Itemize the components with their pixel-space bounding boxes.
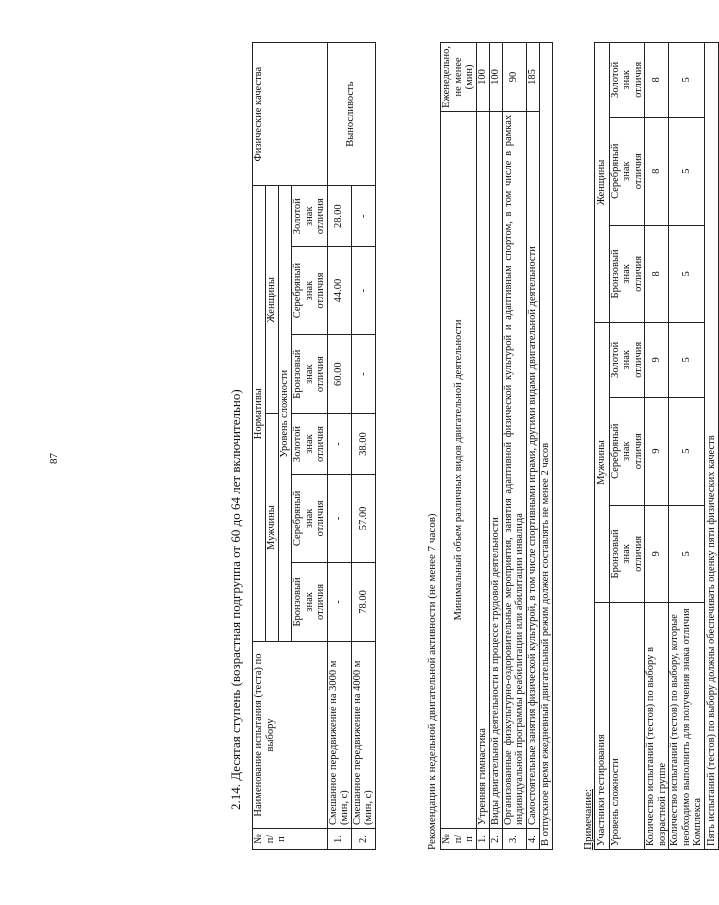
cell-value: 38.00 bbox=[351, 414, 375, 475]
cell-value: - bbox=[327, 474, 351, 562]
men-header: Мужчины bbox=[595, 323, 610, 603]
row-label: Количество испытаний (тестов) по выбору в возрастной группе bbox=[645, 603, 669, 850]
bronze-header: Бронзовый знак отличия bbox=[609, 505, 645, 602]
cell-value: 5 bbox=[669, 397, 705, 505]
section-title: 2.14. Десятая ступень (возрастная подгруппа от 60 до 64 лет включительно) bbox=[228, 389, 243, 810]
bronze-header: Бронзовый знак отличия bbox=[292, 562, 328, 641]
col-quality-header: Физические качества bbox=[253, 43, 328, 186]
row-text: Виды двигательной деятельности в процессе трудовой деятельности bbox=[489, 111, 502, 828]
table-row bbox=[502, 43, 526, 850]
level-header: Уровень сложности bbox=[609, 603, 645, 850]
note-label: Примечание: bbox=[582, 788, 594, 850]
recommendation-title: Рекомендации к недельной двигательной активности (не менее 7 часов) bbox=[426, 513, 438, 850]
row-number: 2. bbox=[351, 829, 375, 850]
row-name: Смешанное передвижение на 4000 м (мин, с) bbox=[351, 642, 375, 829]
row-number: 1. bbox=[476, 829, 489, 850]
level-header: Уровень сложности bbox=[279, 186, 292, 642]
row-text: Утренняя гимнастика bbox=[476, 111, 489, 828]
cell-value: 57.00 bbox=[351, 474, 375, 562]
col-no-header: № п/п bbox=[441, 829, 477, 850]
row-number: 2. bbox=[489, 829, 502, 850]
cell-value: - bbox=[327, 562, 351, 641]
col-norms-header: Нормативы bbox=[253, 186, 266, 642]
recommendation-footer: В отпускное время ежедневный двигательный режим должен составлять не менее 2 часов bbox=[539, 43, 552, 850]
table-row bbox=[526, 43, 539, 850]
note-table bbox=[594, 42, 719, 850]
norms-table bbox=[252, 42, 376, 850]
note-footer: Пять испытаний (тестов) по выбору должны обеспечивать оценку пяти физических качеств bbox=[704, 43, 719, 850]
table-row bbox=[645, 43, 669, 850]
cell-value: 78.00 bbox=[351, 562, 375, 641]
cell-value: 8 bbox=[645, 225, 669, 322]
cell-value: 60.00 bbox=[327, 335, 351, 414]
men-header: Мужчины bbox=[266, 414, 279, 642]
gold-header: Золотой знак отличия bbox=[609, 323, 645, 398]
table-row bbox=[669, 43, 705, 850]
table-row bbox=[327, 43, 351, 850]
gold-header: Золотой знак отличия bbox=[292, 186, 328, 247]
row-name: Смешанное передвижение на 3000 м (мин, с) bbox=[327, 642, 351, 829]
bronze-header: Бронзовый знак отличия bbox=[609, 225, 645, 322]
silver-header: Серебряный знак отличия bbox=[292, 474, 328, 562]
bronze-header: Бронзовый знак отличия bbox=[292, 335, 328, 414]
participants-header: Участники тестирования bbox=[595, 603, 610, 850]
cell-value: 44.00 bbox=[327, 247, 351, 335]
col-activity-header: Минимальный объем различных видов двигательной деятельности bbox=[441, 111, 477, 828]
row-label: Количество испытаний (тестов) по выбору, которые необходимо выполнить для получения знака отличия Комплекса bbox=[669, 603, 705, 850]
cell-value: - bbox=[327, 414, 351, 475]
row-number: 4. bbox=[526, 829, 539, 850]
cell-value: 9 bbox=[645, 505, 669, 602]
row-number: 3. bbox=[502, 829, 526, 850]
cell-value: 8 bbox=[645, 43, 669, 118]
cell-value: 9 bbox=[645, 397, 669, 505]
cell-value: - bbox=[351, 335, 375, 414]
table-row bbox=[476, 43, 489, 850]
cell-value: 5 bbox=[669, 117, 705, 225]
row-value: 100 bbox=[489, 43, 502, 112]
row-text: Организованные физкультурно-оздоровительные мероприятия, занятия адаптивной физической культурой и адаптивным спортом, в том числе в рамках индивидуальной программы реабилитации или абилитации инвалида bbox=[502, 111, 526, 828]
row-value: 185 bbox=[526, 43, 539, 112]
silver-header: Серебряный знак отличия bbox=[292, 247, 328, 335]
cell-value: - bbox=[351, 186, 375, 247]
recommendation-table bbox=[440, 42, 553, 850]
gold-header: Золотой знак отличия bbox=[609, 43, 645, 118]
col-name-header: Наименование испытания (теста) по выбору bbox=[253, 642, 328, 829]
cell-value: 5 bbox=[669, 225, 705, 322]
women-header: Женщины bbox=[595, 43, 610, 323]
silver-header: Серебряный знак отличия bbox=[609, 397, 645, 505]
row-number: 1. bbox=[327, 829, 351, 850]
row-value: 100 bbox=[476, 43, 489, 112]
cell-value: 5 bbox=[669, 43, 705, 118]
col-weekly-header: Еженедельно, не менее (мин) bbox=[441, 43, 477, 112]
cell-value: - bbox=[351, 247, 375, 335]
cell-value: 8 bbox=[645, 117, 669, 225]
cell-value: 9 bbox=[645, 323, 669, 398]
quality-cell: Выносливость bbox=[327, 43, 375, 186]
cell-value: 5 bbox=[669, 505, 705, 602]
silver-header: Серебряный знак отличия bbox=[609, 117, 645, 225]
cell-value: 5 bbox=[669, 323, 705, 398]
gold-header: Золотой знак отличия bbox=[292, 414, 328, 475]
table-row bbox=[489, 43, 502, 850]
cell-value: 28.00 bbox=[327, 186, 351, 247]
col-no-header: № п/п bbox=[253, 829, 328, 850]
page-number: 87 bbox=[48, 453, 60, 464]
row-text: Самостоятельные занятия физической культурой, в том числе спортивными играми, другими видами двигательной деятельности bbox=[526, 111, 539, 828]
women-header: Женщины bbox=[266, 186, 279, 414]
row-value: 90 bbox=[502, 43, 526, 112]
